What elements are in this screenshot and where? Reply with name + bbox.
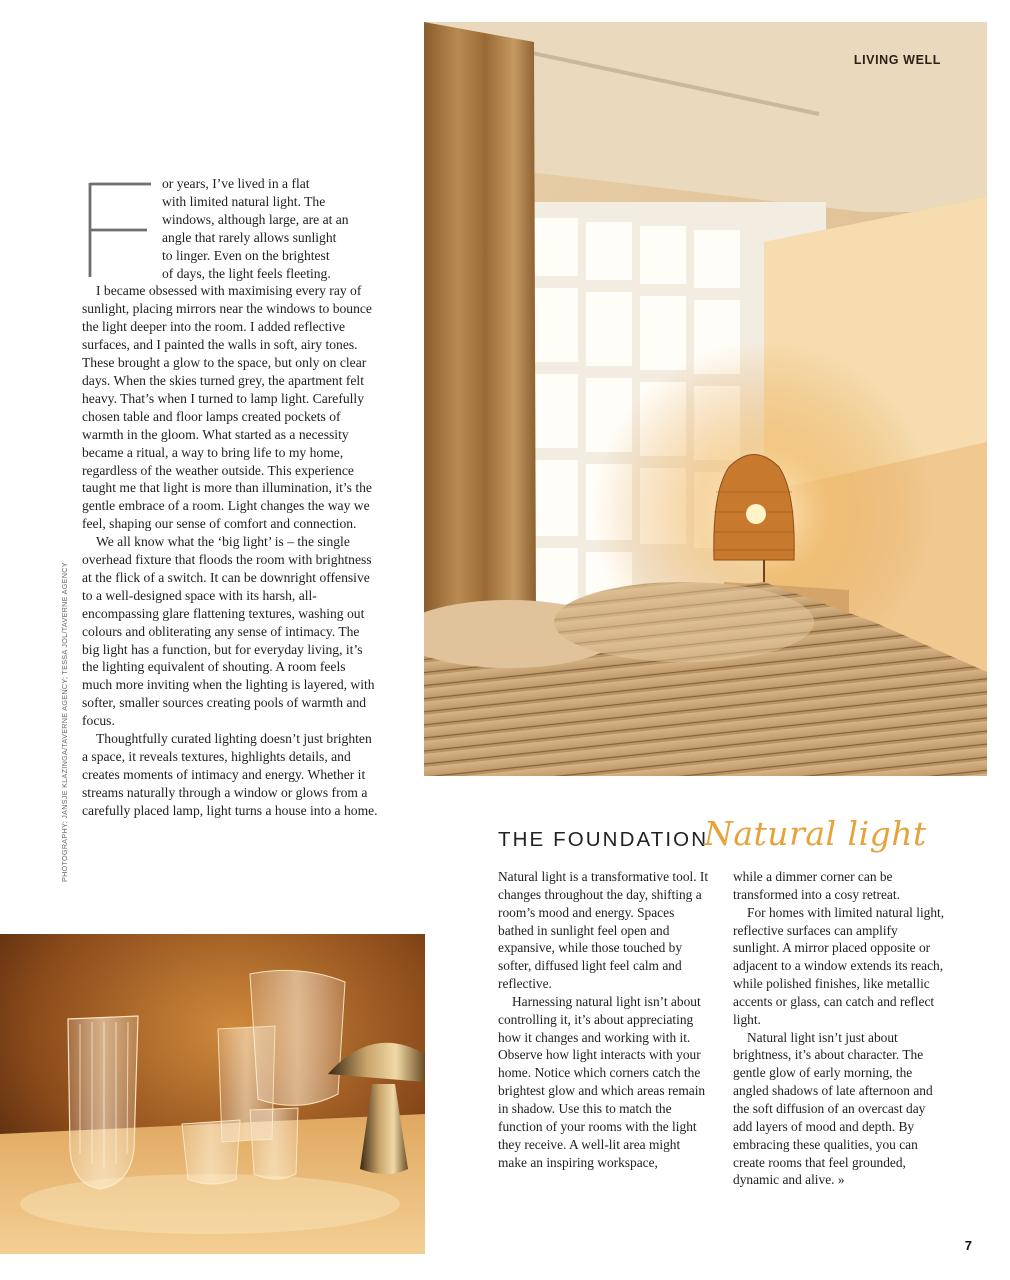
page-number: 7 <box>964 1238 972 1253</box>
section-label: LIVING WELL <box>853 53 941 67</box>
bedroom-illustration <box>424 22 987 776</box>
intro-paragraph: We all know what the ‘big light’ is – the single overhead fixture that floods the room with brightness at the flick of a switch. It can be downright offensive to a well-designed space with its harsh, all-encompassing glare flattening textures, washing out colours and obliterating any sense of intimacy. The big light has a function, but for everyday living, it’s the lighting equivalent of shouting. A room feels much more inviting when the lighting is layered, with softer, smaller sources creating pools of warmth and focus. <box>82 534 375 729</box>
body-paragraph: while a dimmer corner can be transformed into a cosy retreat. <box>733 869 900 902</box>
intro-line: angle that rarely allows sunlight <box>162 229 337 245</box>
body-paragraph: Harnessing natural light isn’t about controlling it, it’s about appreciating how it changes and working with it. Observe how light interacts with your home. Notice which corners catch the brightest glow and which areas remain in shadow. Use this to match the function of your rooms with the light they receive. A well-lit area might make an inspiring workspace, <box>498 993 706 1170</box>
glassware-illustration <box>0 934 425 1254</box>
foundation-heading <box>498 812 938 864</box>
heading-script-title: Natural light <box>704 814 927 853</box>
body-paragraph: Natural light isn’t just about brightness, it’s about character. The gentle glow of early morning, the angled shadows of late afternoon and the soft diffusion of an overcast day add layers of mood and depth. By embracing these qualities, you can create rooms that feel grounded, dynamic and alive. » <box>733 1029 933 1188</box>
body-paragraph: Natural light is a transformative tool. It changes throughout the day, shifting a room’s mood and energy. Spaces bathed in sunlight feel open and expansive, while those touched by softer, diffused light feel calm and reflective. <box>498 869 709 992</box>
intro-line: of days, the light feels fleeting. <box>162 265 331 281</box>
body-paragraph: For homes with limited natural light, reflective surfaces can amplify sunlight. A mirror placed opposite or adjacent to a window extends its reach, while polished finishes, like metallic accents or glass, can catch and reflect light. <box>733 904 945 1027</box>
body-column-left <box>498 868 712 1171</box>
intro-column <box>82 175 378 820</box>
intro-line: with limited natural light. The <box>162 193 326 209</box>
intro-paragraph: Thoughtfully curated lighting doesn’t just brighten a space, it reveals textures, highlights details, and creates moments of intimacy and energy. Whether it streams naturally through a window or glows from a carefully placed lamp, light turns a house into a home. <box>82 731 378 818</box>
intro-line: or years, I’ve lived in a flat <box>162 176 310 191</box>
bedroom-photo <box>424 22 987 776</box>
photo-credit: PHOTOGRAPHY: JANSJE KLAZINGA/TAVERNE AGENCY; TESSA JOL/TAVERNE AGENCY <box>60 562 69 882</box>
body-column-right <box>733 868 947 1189</box>
glassware-photo <box>0 934 425 1254</box>
intro-paragraph: I became obsessed with maximising every ray of sunlight, placing mirrors near the windows to bounce the light deeper into the room. I added reflective surfaces, and I painted the walls in soft, airy tones. These brought a glow to the space, but only on clear days. When the skies turned grey, the apartment felt heavy. That’s when I turned to lamp light. Carefully chosen table and floor lamps created pockets of warmth in the gloom. What started as a necessity became a ritual, a way to bring life to my home, regardless of the weather outside. This experience taught me that light is more than illumination, it’s the gentle embrace of a room. Light changes the way we feel, shaping our sense of comfort and connection. <box>82 283 372 532</box>
heading-kicker: THE FOUNDATION <box>498 828 709 851</box>
intro-line: windows, although large, are at an <box>162 211 349 227</box>
drop-cap-f <box>87 181 151 277</box>
intro-line: to linger. Even on the brightest <box>162 247 330 263</box>
